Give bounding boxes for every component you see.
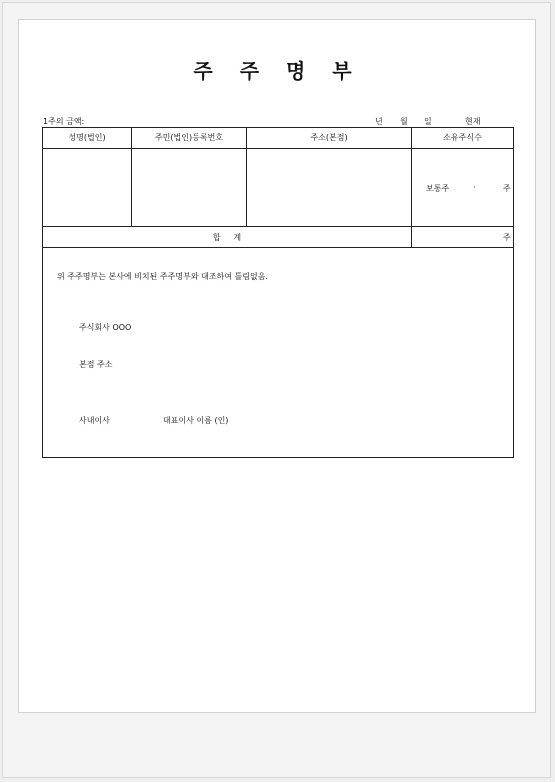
document-title: 주 주 명 부 <box>193 59 362 83</box>
representative-signature: 대표이사 이름 (인) <box>163 416 229 425</box>
day-label: 일 <box>424 117 432 126</box>
inside-director: 사내이사 <box>79 416 110 425</box>
company-name: 주식회사 OOO <box>79 323 132 332</box>
shareholder-table <box>42 127 514 458</box>
share-separator: · <box>473 183 476 192</box>
header-address: 주소(본점) <box>310 133 348 142</box>
header-registration-number: 주민(법인)등록번호 <box>154 133 224 142</box>
header-shares-owned: 소유주식수 <box>443 133 482 142</box>
share-unit: 주 <box>503 184 511 193</box>
head-office-address: 본점 주소 <box>79 360 113 369</box>
row-divider <box>43 226 513 227</box>
certification-statement: 위 주주명부는 본사에 비치된 주주명부와 대조하여 틀림없음. <box>57 272 268 281</box>
total-label: 합 계 <box>212 233 242 242</box>
as-of-label: 현재 <box>465 117 481 126</box>
year-label: 년 <box>375 117 383 126</box>
header-divider <box>43 148 513 149</box>
header-name: 성명(법인) <box>68 133 106 142</box>
total-divider <box>43 247 513 248</box>
par-value-label: 1주의 금액: <box>43 117 85 126</box>
share-type: 보통주 <box>426 184 450 193</box>
month-label: 월 <box>400 117 408 126</box>
total-unit: 주 <box>503 233 511 242</box>
